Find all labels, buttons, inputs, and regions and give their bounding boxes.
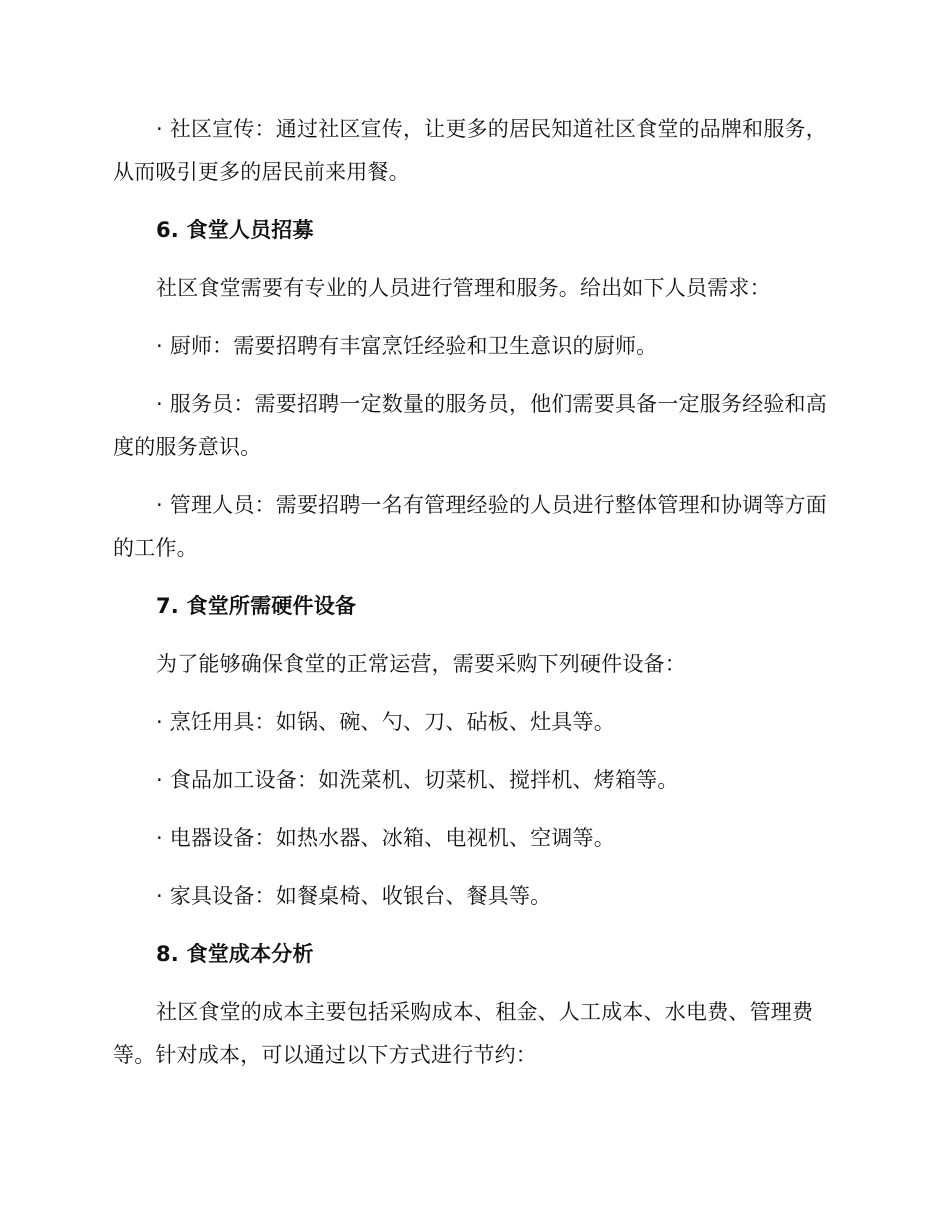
bullet-food-processing: · 食品加工设备：如洗菜机、切菜机、搅拌机、烤箱等。 <box>156 768 679 792</box>
bullet-furniture: · 家具设备：如餐桌椅、收银台、餐具等。 <box>156 884 552 908</box>
bullet-community-promotion: · 社区宣传：通过社区宣传，让更多的居民知道社区食堂的品牌和服务，从而吸引更多的居民前来用餐。 <box>113 117 827 184</box>
bullet-electrical: · 电器设备：如热水器、冰箱、电视机、空调等。 <box>156 826 615 850</box>
paragraph-hardware-intro: 为了能够确保食堂的正常运营，需要采购下列硬件设备： <box>156 652 686 676</box>
bullet-chef: · 厨师：需要招聘有丰富烹饪经验和卫生意识的厨师。 <box>156 334 658 358</box>
section-heading-cost-analysis: 8. 食堂成本分析 <box>156 942 314 966</box>
bullet-waiter: · 服务员：需要招聘一定数量的服务员，他们需要具备一定服务经验和高度的服务意识。 <box>113 392 827 459</box>
paragraph-cost-analysis: 社区食堂的成本主要包括采购成本、租金、人工成本、水电费、管理费等。针对成本，可以通过以下方式进行节约： <box>113 1000 814 1067</box>
bullet-manager: · 管理人员：需要招聘一名有管理经验的人员进行整体管理和协调等方面的工作。 <box>113 493 827 560</box>
paragraph-staff-needs: 社区食堂需要有专业的人员进行管理和服务。给出如下人员需求： <box>156 276 771 300</box>
bullet-cooking-utensils: · 烹饪用具：如锅、碗、勺、刀、砧板、灶具等。 <box>156 710 615 734</box>
section-heading-staff-recruitment: 6. 食堂人员招募 <box>156 218 314 242</box>
document-body <box>113 108 837 1077</box>
section-heading-hardware: 7. 食堂所需硬件设备 <box>156 594 357 618</box>
